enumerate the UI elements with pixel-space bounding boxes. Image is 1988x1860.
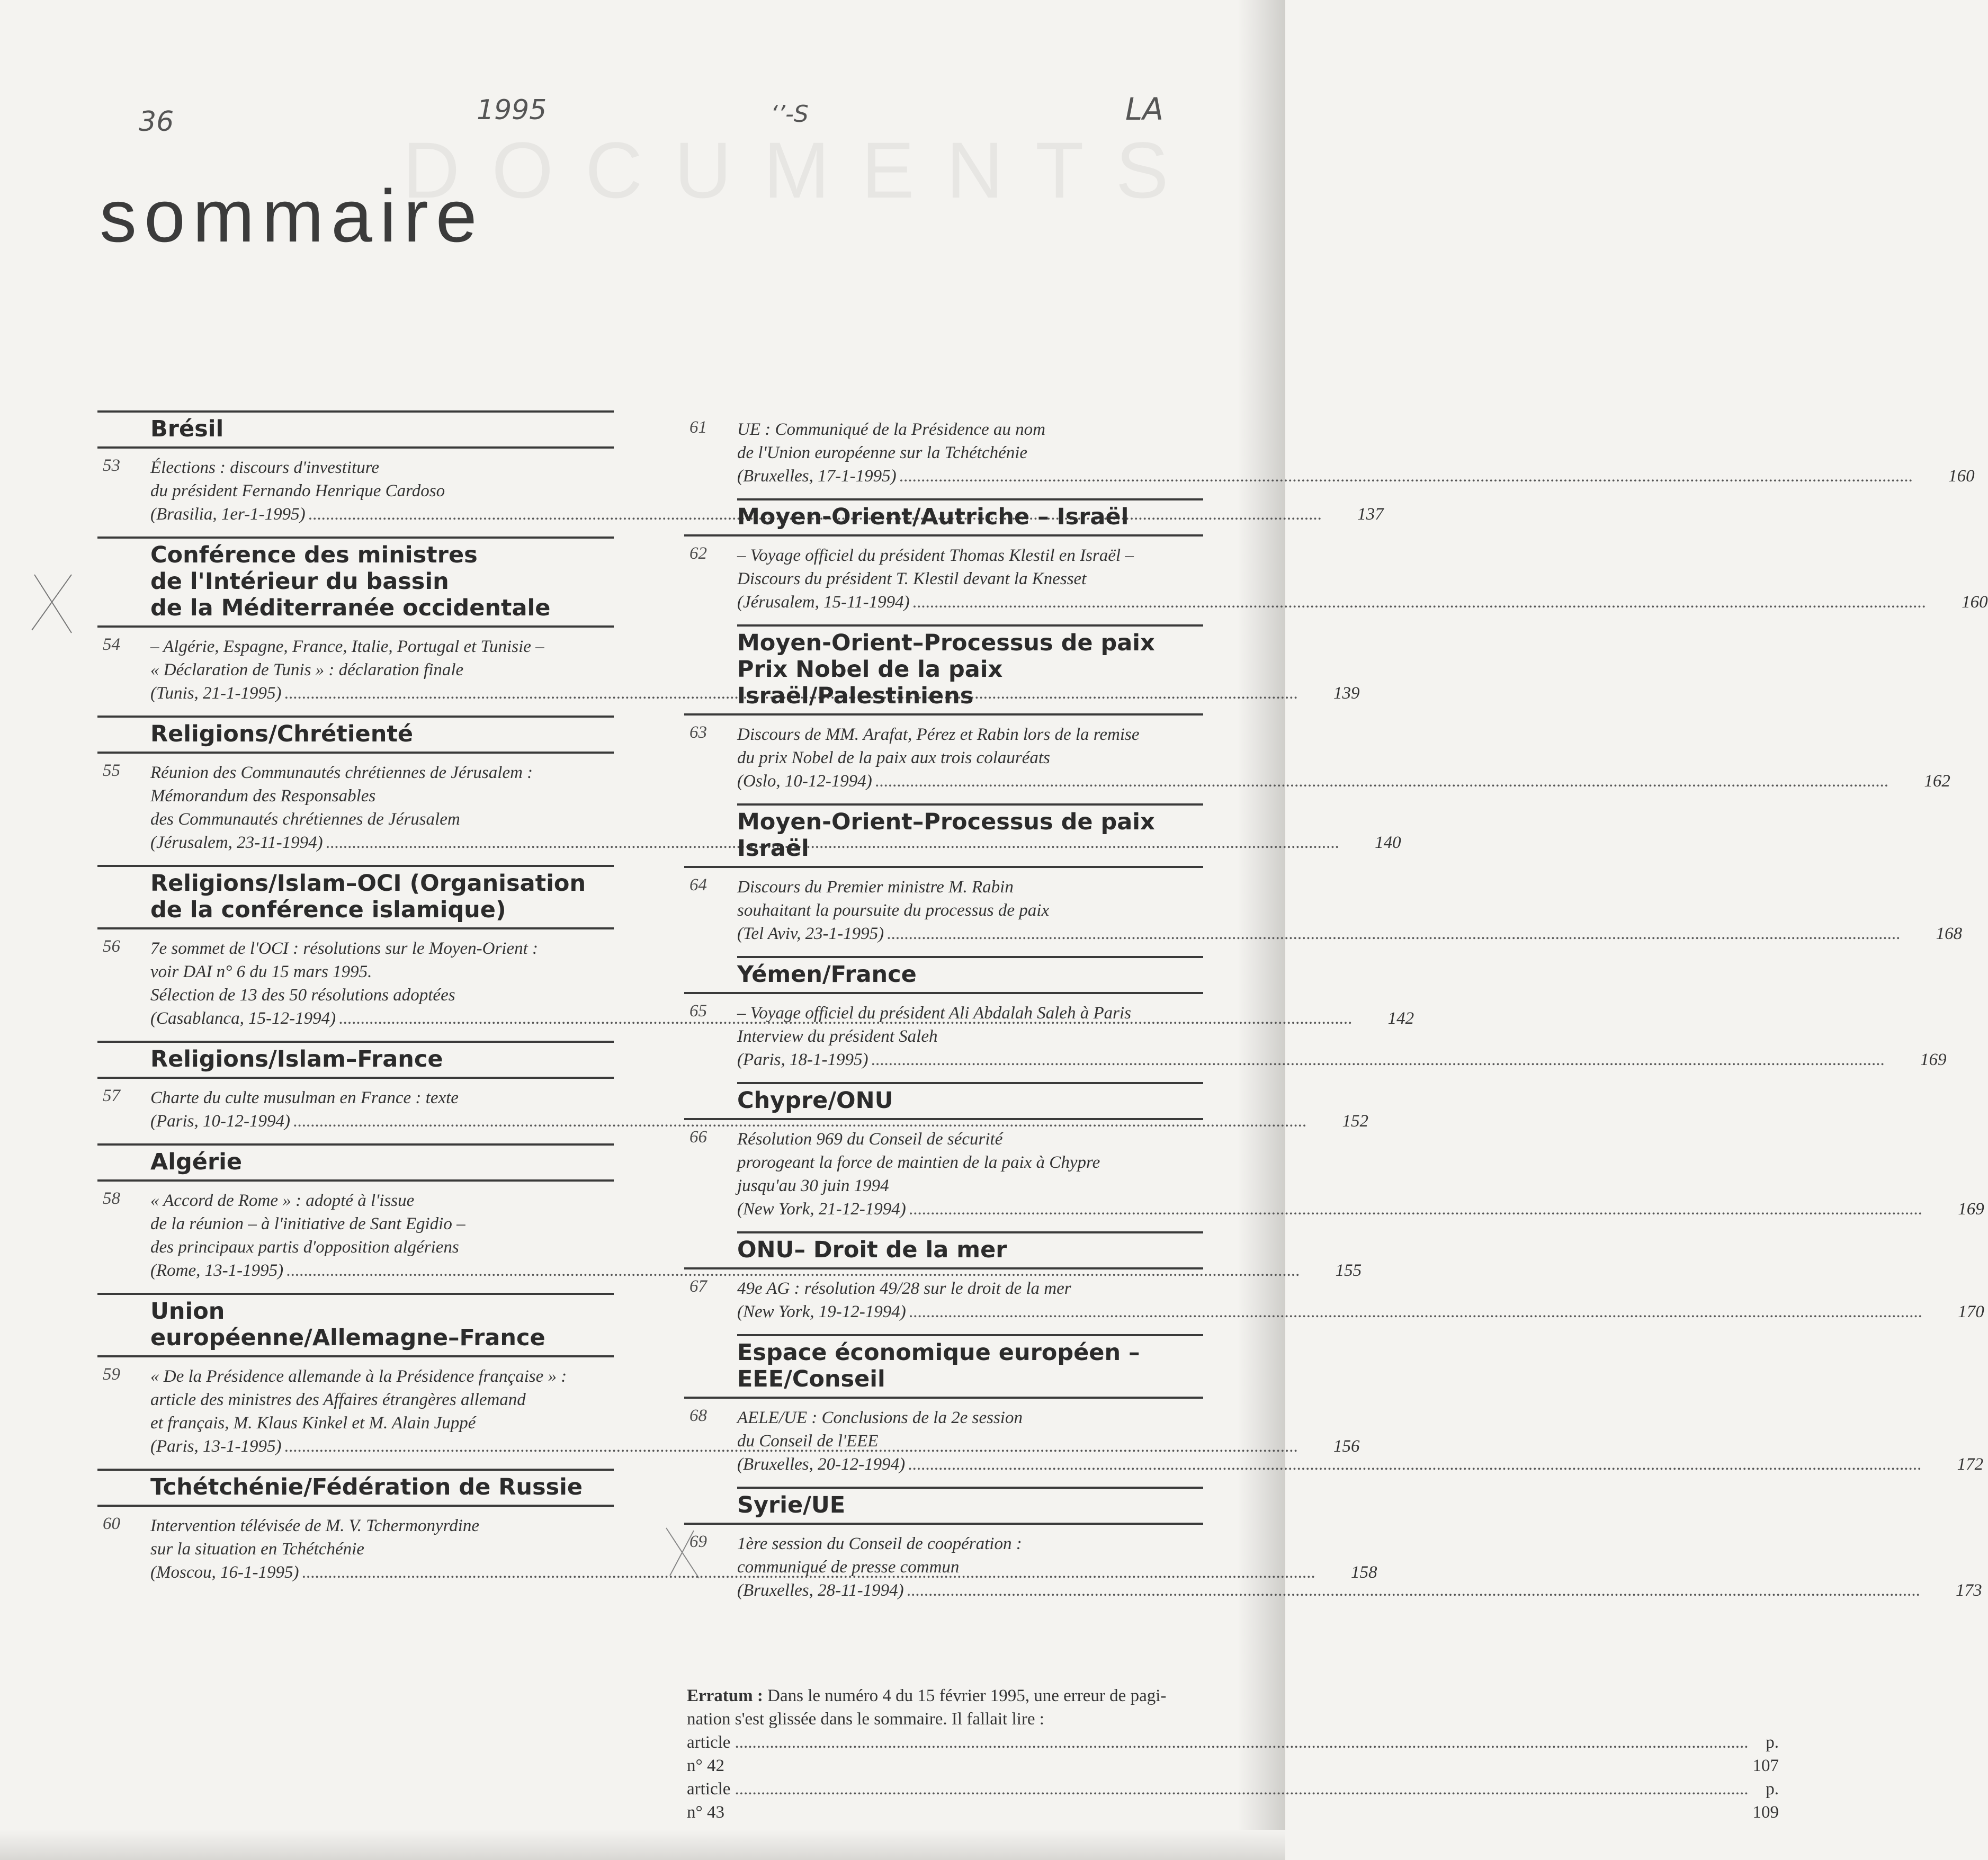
entry-number: 63 (689, 723, 707, 742)
entry-text-line: du Conseil de l'EEE (737, 1432, 879, 1451)
entry-page-number: 169 (1958, 1200, 1984, 1219)
section-heading-line: Religions/Islam–OCI (Organisation (150, 870, 586, 897)
erratum-row (687, 1777, 1779, 1824)
leader-dots (909, 1300, 1923, 1324)
entry-text-line: « De la Présidence allemande à la Présidence française » : (150, 1367, 567, 1386)
entry-page-number: 169 (1920, 1050, 1947, 1069)
entry-source: (Casablanca, 15-12-1994) (150, 1009, 336, 1028)
entry-source: (Brasilia, 1er-1-1995) (150, 505, 306, 524)
entry-number: 68 (689, 1406, 707, 1425)
entry-text-line: prorogeant la force de maintien de la paix à Chypre (737, 1153, 1100, 1172)
entry-text-line: Discours du président T. Klestil devant la Knesset (737, 569, 1087, 588)
entry-text-line: souhaitant la poursuite du processus de paix (737, 901, 1050, 920)
toc-entry[interactable] (684, 868, 1963, 956)
entry-source: (Tel Aviv, 23-1-1995) (737, 924, 884, 943)
handwritten-note-center: 1995 (477, 94, 547, 126)
section-heading (684, 958, 1203, 992)
entry-text-line: Interview du président Saleh (737, 1027, 938, 1046)
leader-dots (875, 770, 1889, 793)
entry-number: 65 (689, 1001, 707, 1021)
erratum-page: p. 107 (1752, 1733, 1779, 1775)
section-heading-line: Tchétchénie/Fédération de Russie (150, 1474, 583, 1500)
erratum-label: Erratum : (687, 1686, 763, 1705)
entry-number: 67 (689, 1277, 707, 1296)
entry-text-line: du président Fernando Henrique Cardoso (150, 481, 445, 500)
section-heading-line: Algérie (150, 1149, 243, 1175)
section-heading (684, 627, 1203, 713)
entry-text-line: – Voyage officiel du président Ali Abdalah Saleh à Paris (737, 1004, 1131, 1023)
entry-text-line: Mémorandum des Responsables (150, 786, 376, 806)
entry-page-number: 140 (1375, 833, 1401, 852)
section-heading (97, 867, 614, 927)
entry-text-line: AELE/UE : Conclusions de la 2e session (737, 1408, 1023, 1427)
erratum-note (687, 1684, 1779, 1824)
section-heading-line: Israël (737, 835, 809, 862)
page-bottom-edge (0, 1830, 1285, 1860)
entry-text-line: Charte du culte musulman en France : texte (150, 1088, 459, 1107)
entry-number: 60 (103, 1514, 120, 1533)
section-heading-line: Israël/Palestiniens (737, 683, 974, 709)
entry-text-line: et français, M. Klaus Kinkel et M. Alain Juppé (150, 1414, 476, 1433)
entry-text-line: communiqué de presse commun (737, 1558, 960, 1577)
entry-text-line: de la réunion – à l'initiative de Sant Egidio – (150, 1214, 465, 1233)
leader-dots (908, 1453, 1922, 1476)
entry-page-number: 173 (1956, 1581, 1982, 1600)
erratum-page: p. 109 (1752, 1779, 1779, 1822)
handwritten-note-right: LA (1125, 91, 1163, 127)
entry-source: (New York, 19-12-1994) (737, 1302, 906, 1321)
section-heading-line: de la Méditerranée occidentale (150, 595, 551, 621)
erratum-article: article n° 42 (687, 1733, 731, 1775)
section-heading (97, 1471, 614, 1505)
entry-page-number: 152 (1342, 1112, 1368, 1131)
entry-page-number: 160 (1948, 467, 1975, 486)
section-heading-line: EEE/Conseil (737, 1366, 885, 1392)
entry-text-line: « Déclaration de Tunis » : déclaration finale (150, 660, 464, 679)
page-title: sommaire (100, 174, 485, 257)
entry-source: (Paris, 13-1-1995) (150, 1437, 282, 1456)
entry-source: (Bruxelles, 17-1-1995) (737, 467, 897, 486)
section-heading-line: Moyen-Orient/Autriche – Israël (737, 504, 1129, 530)
entry-source: (Oslo, 10-12-1994) (737, 772, 872, 791)
entry-text-line: Intervention télévisée de M. V. Tchermonyrdine (150, 1516, 480, 1535)
entry-text-line: « Accord de Rome » : adopté à l'issue (150, 1191, 415, 1210)
section-heading (684, 1084, 1203, 1118)
section-heading (684, 1336, 1203, 1397)
section-heading-line: Moyen-Orient–Processus de paix (737, 809, 1155, 835)
entry-page-number: 142 (1387, 1009, 1414, 1028)
section-heading-line: ONU– Droit de la mer (737, 1237, 1007, 1263)
section-heading-line: Prix Nobel de la paix (737, 656, 1003, 683)
entry-text-line: Discours du Premier ministre M. Rabin (737, 878, 1014, 897)
entry-source: (Rome, 13-1-1995) (150, 1261, 284, 1280)
section-heading-line: de l'Intérieur du bassin (150, 568, 449, 595)
section-heading-line: Yémen/France (737, 961, 917, 988)
entry-text-line: jusqu'au 30 juin 1994 (737, 1176, 889, 1195)
entry-text-line: 49e AG : résolution 49/28 sur le droit de la mer (737, 1279, 1071, 1298)
entry-text-line: – Algérie, Espagne, France, Italie, Portugal et Tunisie – (150, 637, 544, 656)
section-heading (97, 1146, 614, 1179)
entry-number: 69 (689, 1532, 707, 1551)
entry-page-number: 170 (1958, 1302, 1984, 1321)
entry-text-line: du prix Nobel de la paix aux trois colauréats (737, 748, 1050, 767)
entry-source: (Bruxelles, 28-11-1994) (737, 1581, 904, 1600)
section-heading-line: Religions/Islam–France (150, 1046, 443, 1072)
entry-page-number: 156 (1333, 1437, 1360, 1456)
handwritten-note-small: ‘’-S (771, 101, 809, 128)
section-heading (97, 1295, 614, 1355)
section-heading-line: Conférence des ministres (150, 542, 478, 568)
handwritten-note-left: 36 (139, 106, 174, 138)
section-heading-line: Syrie/UE (737, 1492, 846, 1518)
section-heading-line: Espace économique européen – (737, 1339, 1140, 1366)
entry-text-line: Sélection de 13 des 50 résolutions adoptées (150, 986, 455, 1005)
entry-text-line: Élections : discours d'investiture (150, 458, 380, 477)
section-heading-line: de la conférence islamique) (150, 897, 506, 923)
entry-source: (Paris, 10-12-1994) (150, 1112, 290, 1131)
erratum-article: article n° 43 (687, 1779, 731, 1822)
entry-text-line: voir DAI n° 6 du 15 mars 1995. (150, 962, 372, 981)
entry-number: 64 (689, 875, 707, 895)
toc-entry[interactable] (684, 536, 1988, 624)
entry-text-line: Résolution 969 du Conseil de sécurité (737, 1130, 1003, 1149)
entry-source: (Jérusalem, 23-11-1994) (150, 833, 323, 852)
entry-page-number: 168 (1936, 924, 1963, 943)
entry-number: 56 (103, 937, 120, 956)
entry-text-line: Discours de MM. Arafat, Pérez et Rabin lors de la remise (737, 725, 1140, 744)
erratum-text-1: Dans le numéro 4 du 15 février 1995, une erreur de pagi- (767, 1686, 1167, 1705)
section-heading (97, 413, 614, 446)
entry-text-line: des principaux partis d'opposition algériens (150, 1238, 459, 1257)
leader-dots (871, 1048, 1885, 1071)
section-heading-line: Religions/Chrétienté (150, 721, 414, 747)
section-heading-line: Brésil (150, 416, 224, 442)
entry-page-number: 155 (1335, 1261, 1362, 1280)
entry-source: (New York, 21-12-1994) (737, 1200, 906, 1219)
entry-number: 66 (689, 1128, 707, 1147)
entry-page-number: 172 (1957, 1455, 1984, 1474)
entry-number: 54 (103, 635, 120, 654)
entry-page-number: 139 (1333, 684, 1360, 703)
pencil-cross-mark (29, 569, 77, 638)
leader-dots (900, 464, 1913, 488)
entry-page-number: 158 (1350, 1563, 1377, 1582)
section-heading (684, 1489, 1203, 1523)
section-heading (97, 1043, 614, 1077)
section-heading-line: Chypre/ONU (737, 1087, 893, 1114)
entry-text-line: article des ministres des Affaires étrangères allemand (150, 1390, 526, 1409)
entry-source: (Jérusalem, 15-11-1994) (737, 593, 910, 612)
section-heading-line: Union (150, 1298, 225, 1325)
leader-dots (887, 922, 1901, 945)
entry-number: 59 (103, 1365, 120, 1384)
section-heading (97, 718, 614, 752)
toc-entry[interactable] (684, 716, 1950, 803)
entry-text-line: sur la situation en Tchétchénie (150, 1540, 364, 1559)
entry-number: 53 (103, 456, 120, 475)
entry-text-line: Réunion des Communautés chrétiennes de Jérusalem : (150, 763, 533, 782)
entry-text-line: 1ère session du Conseil de coopération : (737, 1534, 1022, 1553)
entry-text-line: – Voyage officiel du président Thomas Klestil en Israël – (737, 546, 1134, 565)
section-heading-line: Moyen-Orient–Processus de paix (737, 630, 1155, 656)
section-heading (684, 806, 1203, 866)
leader-dots (909, 1197, 1923, 1221)
toc-entry[interactable] (684, 410, 1975, 498)
section-heading (684, 1233, 1203, 1267)
entry-text-line: 7e sommet de l'OCI : résolutions sur le Moyen-Orient : (150, 939, 539, 958)
leader-dots (913, 591, 1927, 614)
leader-dots (907, 1579, 1921, 1602)
bleed-through: DOCUMENTS (402, 126, 1201, 214)
entry-source: (Tunis, 21-1-1995) (150, 684, 282, 703)
entry-number: 55 (103, 761, 120, 780)
entry-text-line: des Communautés chrétiennes de Jérusalem (150, 810, 460, 829)
section-heading (684, 500, 1203, 534)
erratum-row (687, 1731, 1779, 1777)
entry-number: 58 (103, 1189, 120, 1208)
entry-number: 57 (103, 1086, 120, 1105)
entry-text-line: de l'Union européenne sur la Tchétchénie (737, 443, 1028, 462)
entry-source: (Moscou, 16-1-1995) (150, 1563, 299, 1582)
section-heading (97, 539, 614, 625)
entry-number: 62 (689, 544, 707, 563)
entry-number: 61 (689, 418, 707, 437)
entry-source: (Paris, 18-1-1995) (737, 1050, 868, 1069)
entry-page-number: 162 (1924, 772, 1950, 791)
entry-page-number: 160 (1962, 593, 1988, 612)
entry-text-line: UE : Communiqué de la Présidence au nom (737, 420, 1045, 439)
entry-page-number: 137 (1357, 505, 1384, 524)
entry-source: (Bruxelles, 20-12-1994) (737, 1455, 906, 1474)
section-heading-line: européenne/Allemagne–France (150, 1325, 545, 1351)
erratum-text-2: nation s'est glissée dans le sommaire. Il fallait lire : (687, 1710, 1044, 1729)
